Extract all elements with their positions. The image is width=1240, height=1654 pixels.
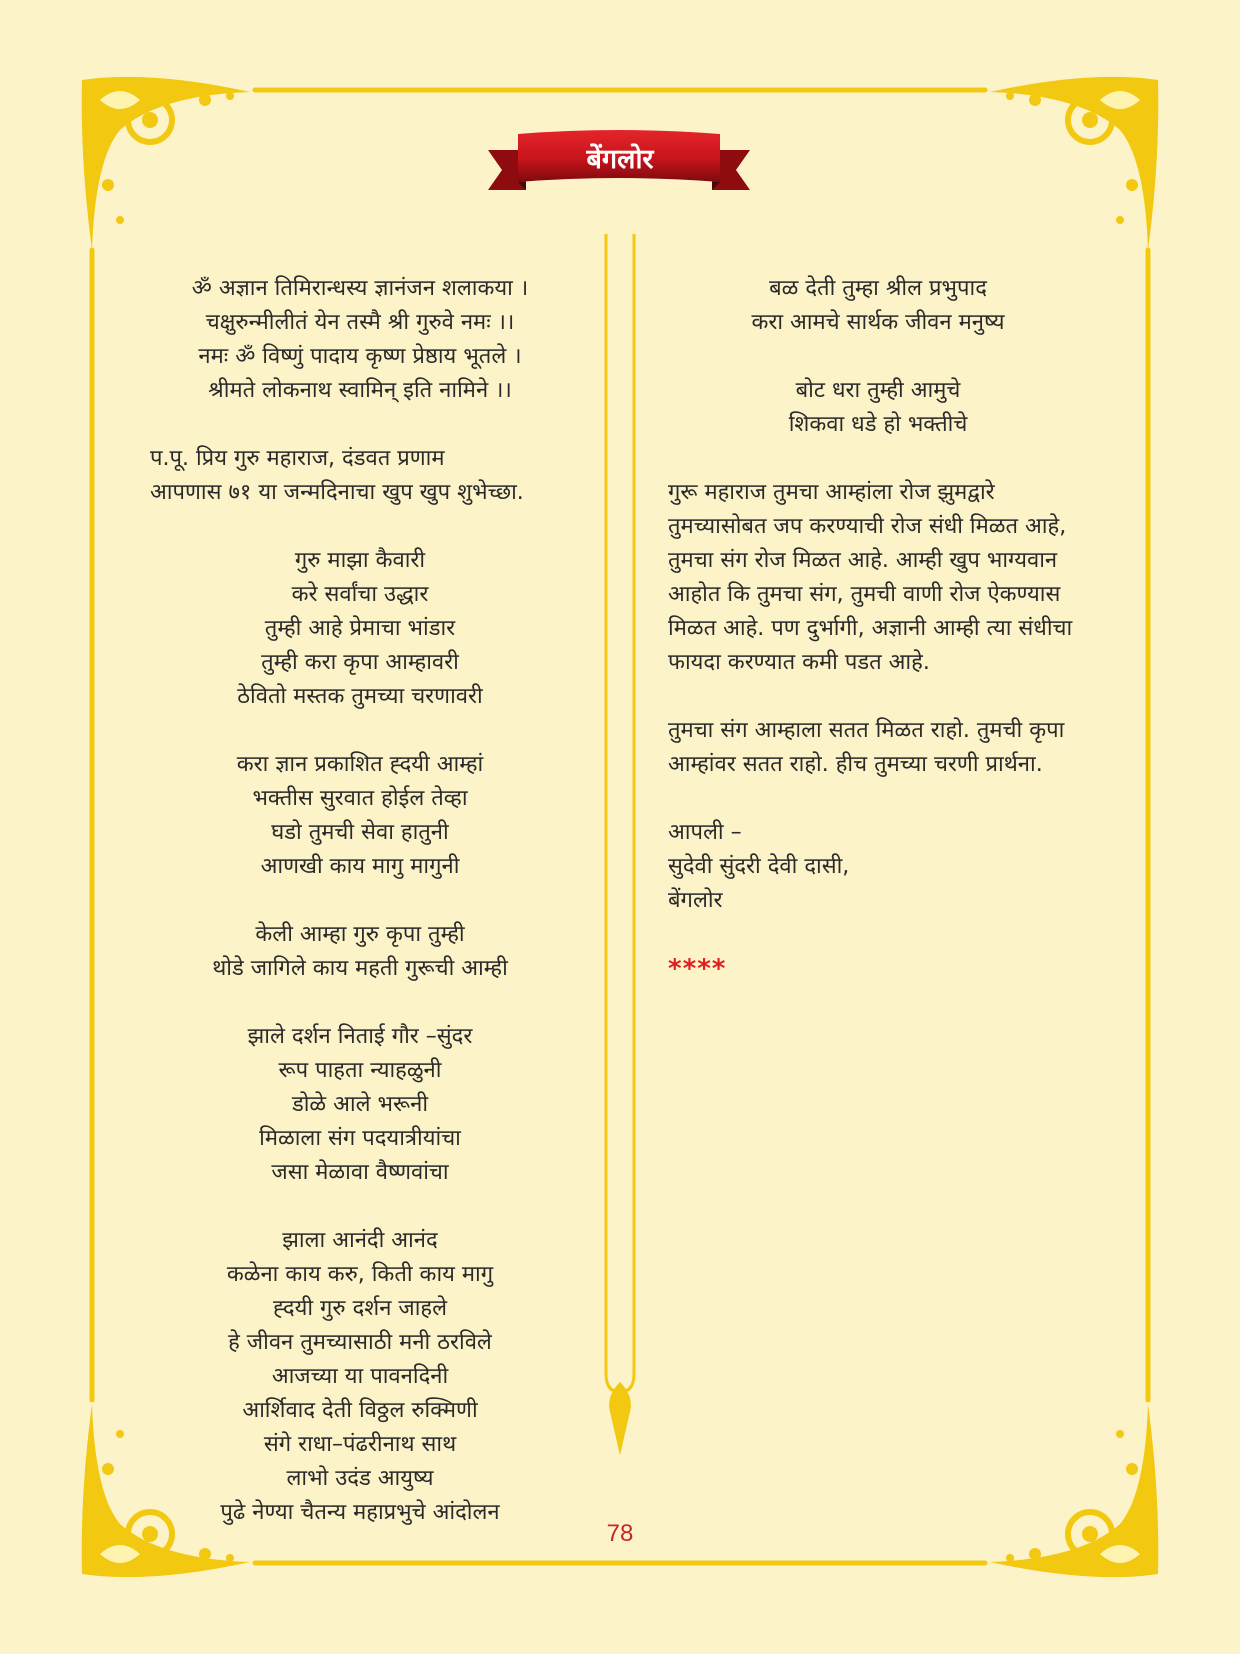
verse-line: ह्दयी गुरु दर्शन जाहले [272,1296,448,1321]
verse-line: आणखी काय मागु मागुनी [260,854,460,879]
page-title: बेंगलोर [586,144,654,175]
verse-line: भक्तीस सुरवात होईल तेव्हा [252,786,468,811]
paragraph-text: गुरू महाराज तुमचा आम्हांला रोज झुमद्वारे तुमच्यासोबत जप करण्याची रोज संधी मिळत आहे, तुमचा संग रोज मिळत आहे. आम्ही खुप भाग्यवान आहोत कि तुमचा संग, तुमची वाणी रोज ऐकण्यास मिळत आहे. पण दुर्भागी, अज्ञानी आम्ही त्या संधीचा फायदा करण्यात कमी पडत आहे. [668,480,1073,675]
verse-line: श्रीमते लोकनाथ स्वामिन् इति नामिने ।। [208,378,512,403]
verse-line: चक्षुरुन्मीलीतं येन तस्मै श्री गुरुवे नमः ।। [205,310,515,335]
poem-stanza [150,1224,570,1530]
signature-line: आपली – [668,820,742,845]
verse-line: कळेना काय करु, किती काय मागु [226,1262,494,1287]
verse-line: डोळे आले भरूनी [291,1092,429,1117]
verse-line: करे सर्वांचा उद्धार [291,582,429,607]
verse-line: थोडे जागिले काय महती गुरूची आम्ही [212,956,508,981]
signature-line: बेंगलोर [668,888,723,913]
verse-line: करा आमचे सार्थक जीवन मनुष्य [751,310,1005,335]
prose-paragraph [668,476,1088,680]
verse-line: लाभो उदंड आयुष्य [286,1466,434,1491]
verse-line: ॐ अज्ञान तिमिरान्धस्य ज्ञानंजन शलाकया । [191,276,529,301]
verse-line: गुरु माझा कैवारी [294,548,426,573]
verse-line: संगे राधा–पंढरीनाथ साथ [263,1432,457,1457]
poem-stanza [150,748,570,884]
greeting-line: आपणास ७१ या जन्मदिनाचा खुप खुप शुभेच्छा. [150,480,524,505]
greeting-line: प.पू. प्रिय गुरु महाराज, दंडवत प्रणाम [150,446,445,471]
verse-line: नमः ॐ विष्णुं पादाय कृष्ण प्रेष्ठाय भूतले । [198,344,522,369]
paragraph-text: तुमचा संग आम्हाला सतत मिळत राहो. तुमची कृपा आम्हांवर सतत राहो. हीच तुमच्या चरणी प्रार्थना. [668,718,1065,777]
verse-line: घडो तुमची सेवा हातुनी [271,820,449,845]
signature-block [668,816,1088,918]
verse-line: तुम्ही करा कृपा आम्हावरी [261,650,459,675]
poem-stanza [668,272,1088,340]
verse-line: हे जीवन तुमच्यासाठी मनी ठरविले [228,1330,492,1355]
verse-line: आजच्या या पावनदिनी [271,1364,449,1389]
poem-stanza [150,544,570,714]
verse-line: केली आम्हा गुरु कृपा तुम्ही [255,922,465,947]
verse-line: जसा मेळावा वैष्णवांचा [271,1160,449,1185]
verse-line: बोट धरा तुम्ही आमुचे [795,378,961,403]
corner-ornament-top-left [82,77,250,250]
verse-line: बळ देती तुम्हा श्रील प्रभुपाद [769,276,987,301]
left-column [150,272,570,1530]
end-mark: **** [668,954,727,984]
invocation-stanza [150,272,570,408]
verse-line: पुढे नेण्या चैतन्य महाप्रभुचे आंदोलन [220,1500,500,1525]
verse-line: करा ज्ञान प्रकाशित ह्दयी आम्हां [236,752,484,777]
verse-line: झाले दर्शन निताई गौर –सुंदर [247,1024,473,1049]
corner-ornament-bottom-right [990,1404,1158,1577]
column-divider [600,234,640,1454]
poem-stanza [668,374,1088,442]
verse-line: शिकवा धडे हो भक्तीचे [788,412,968,437]
verse-line: रूप पाहता न्याहळुनी [278,1058,442,1083]
corner-ornament-top-right [990,77,1158,250]
verse-line: तुम्ही आहे प्रेमाचा भांडार [264,616,456,641]
poem-stanza [150,918,570,986]
signature-line: सुदेवी सुंदरी देवी दासी, [668,854,850,879]
verse-line: आर्शिवाद देती विठ्ठल रुक्मिणी [242,1398,478,1423]
greeting-stanza [150,442,570,510]
page-number: 78 [606,1520,634,1547]
poem-stanza [150,1020,570,1190]
verse-line: ठेवितो मस्तक तुमच्या चरणावरी [237,684,483,709]
verse-line: मिळाला संग पदयात्रीयांचा [259,1126,461,1151]
prose-paragraph [668,714,1088,782]
verse-line: झाला आनंदी आनंद [282,1228,438,1253]
right-column [668,272,1088,986]
